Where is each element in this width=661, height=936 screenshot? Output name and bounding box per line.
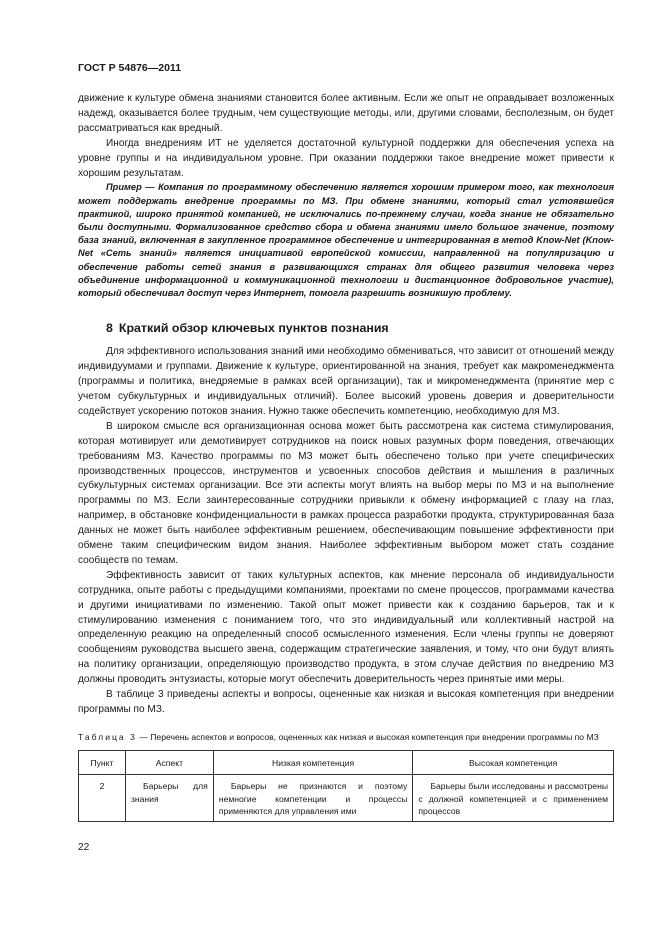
table-header-cell: Низкая компетенция <box>213 751 413 775</box>
section-paragraph-4: В таблице 3 приведены аспекты и вопросы, оцененные как низкая и высокая компетенция при внедрении программы по МЗ. <box>78 689 614 716</box>
table-cell-aspect: Барьеры для знания <box>125 775 213 822</box>
paragraph-continuation: движение к культуре обмена знаниями становится более активным. Если же опыт не оправдывает возложенных надежд, оказывается более трудным, чем существующие методы, или, другими словами, бесполезным, он будет рассматриваться как вредный. <box>78 93 614 134</box>
competence-table <box>78 750 614 822</box>
table-cell-high: Барьеры были исследованы и рассмотрены с должной компетенцией и с применением процессов <box>413 775 614 822</box>
paragraph-it-support: Иногда внедрениям ИТ не уделяется достаточной культурной поддержки для обеспечения успеха на уровне группы и на индивидуальном уровне. При оказании поддержки такое внедрение может привести к хорошим результатам. <box>78 137 614 179</box>
section-paragraph-1: Для эффективного использования знаний ими необходимо обмениваться, что зависит от отношений между индивидуумами и группами. Движение к культуре, ориентированной на знания, требует как макроменеджмента (программы и политика, внедряемые в рамках всей организации), так и микроменеджмента (принятие мер с учетом субкультурных и индивидуальных отличий). Более высокий уровень доверия и доверительности содействует ускорению потоков знания. Нужно также обеспечить компетенцию, необходимую для МЗ. <box>78 346 614 417</box>
page-body <box>78 92 614 822</box>
table-caption-text: — Перечень аспектов и вопросов, оцененных как низкая и высокая компетенция при внедрении программы по МЗ <box>136 731 599 742</box>
document-code-header: ГОСТ Р 54876—2011 <box>78 62 182 74</box>
table-caption <box>78 731 614 744</box>
table-caption-label: Таблица 3 <box>78 731 137 742</box>
example-text: Компания по программному обеспечению является хорошим примером того, как технология может поддержать внедрение программы по МЗ. При обмене знаниями, который стал устоявшейся практикой, широко принятой компанией, не исключались по-прежнему случаи, когда знание не обязательно были доступными. Формализованное средство сбора и обмена знаниями имело большое значение, поэтому база знаний, включенная в закупленное программное обеспечение и интегрированная в метод Know-Net (Know-Net «Сеть знаний» является инициативой европейской комиссии, направленной на популяризацию и обеспечение работы сетей знания в развивающихся странах для общего развития человека через объединение информационной и коммуникационной технологии и дистанционное добровольное участие), который обеспечивал доступ через Интернет, помогла разрешить возникшую проблему. <box>78 182 614 299</box>
table-header-row <box>79 751 614 775</box>
table-cell-item: 2 <box>79 775 126 822</box>
table-header-cell: Пункт <box>79 751 126 775</box>
section-paragraph-2: В широком смысле вся организационная основа может быть рассмотрена как система стимулирования, которая мотивирует или демотивирует сотрудников на поиск новых разумных форм поведения, отвечающих требованиям МЗ. Качество программы по МЗ может быть обеспечено только при учете специфических производственных процессов, инструментов и усвоенных способов действия и мышления в различных субкультурных системах организации. Все эти аспекты могут влиять на выбор меры по МЗ и на выполнение программы по МЗ. Если заинтересованные сотрудники привыкли к обмену информацией с глазу на глаз, например, в обстановке конфиденциальности в рамках процесса разработки продукта, структурированная база данных не может быть наиболее эффективным решением, обеспечивающим повышение эффективности при обмене таким специфическим видом знания. Наиболее эффективным выбором может стать создание сообществ по темам. <box>78 420 614 566</box>
page-number: 22 <box>78 842 90 853</box>
table-header-cell: Аспект <box>125 751 213 775</box>
section-heading <box>78 321 614 335</box>
table-header-cell: Высокая компетенция <box>413 751 614 775</box>
section-paragraph-3: Эффективность зависит от таких культурных аспектов, как мнение персонала об индивидуальности сотрудника, опыте работы с предыдущими компаниями, проектами по смене процессов, программами качества и другими инициативами по изменению. Такой опыт может привести как к созданию барьеров, так и к стимулированию изменения с пониманием того, что это индивидуальный или коллективный настрой на определенную реакцию на определенный способ осмысленного изменения. Если члены группы не доверяют сообщениям руководства высшего звена, содержащим стратегические заявления, и тому, что они будут влиять на политику организации, определяющую производство продукта, в этом случае действия по внедрению МЗ должны проводить энтузиасты, которые могут обеспечить доверительность через принятые ими меры. <box>78 569 614 686</box>
example-label: Пример — <box>106 182 155 193</box>
section-title: Краткий обзор ключевых пунктов познания <box>118 321 389 336</box>
table-cell-low: Барьеры не признаются и поэтому немногие компетенции и процессы применяются для управления ими <box>213 775 413 822</box>
example-block <box>78 181 614 300</box>
section-number: 8 <box>106 321 113 336</box>
table-row <box>79 775 614 822</box>
